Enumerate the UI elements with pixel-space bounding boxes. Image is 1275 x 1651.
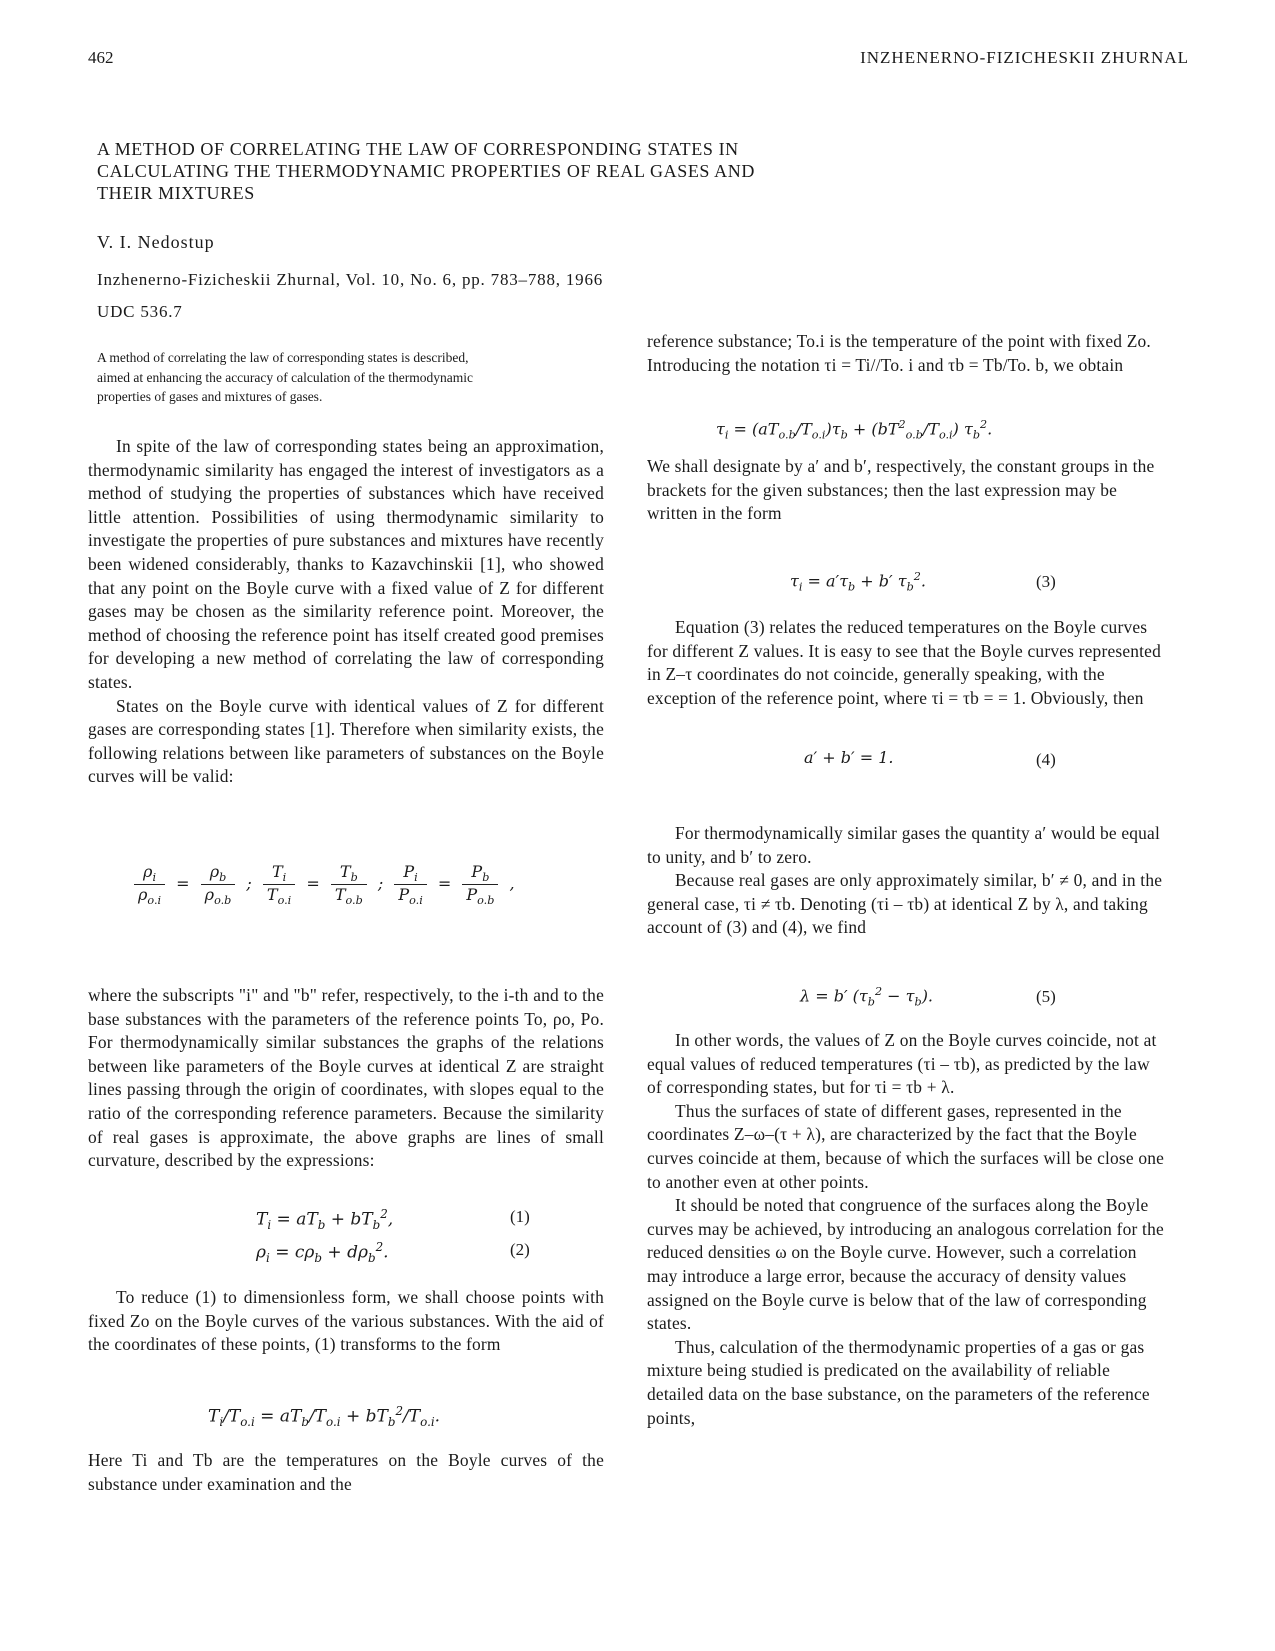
paragraph: To reduce (1) to dimensionless form, we shall choose points with fixed Zo on the Boyle curves of the various substances. With the aid of the coordinates of these points, (1) transforms to the form bbox=[88, 1287, 604, 1355]
equation-4-label: (4) bbox=[1036, 750, 1056, 769]
right-column-1 bbox=[647, 330, 1167, 377]
journal-name: INZHENERNO-FIZICHESKII ZHURNAL bbox=[860, 48, 1189, 67]
paragraph: It should be noted that congruence of the surfaces along the Boyle curves may be achieved, by introducing an analogous correlation for the reduced densities ω on the Boyle curve. However, such a correlation may introduce a large error, because the accuracy of density values assigned on the Boyle curve is below that of the law of corresponding states. bbox=[647, 1195, 1164, 1334]
title-line: CALCULATING THE THERMODYNAMIC PROPERTIES OF REAL GASES AND bbox=[97, 161, 755, 181]
abstract-line: aimed at enhancing the accuracy of calculation of the thermodynamic bbox=[97, 369, 473, 385]
udc-code: UDC 536.7 bbox=[97, 302, 183, 321]
paragraph: Thus the surfaces of state of different gases, represented in the coordinates Z–ω–(τ + λ), are characterized by the fact that the Boyle curves coincide at them, because of which the surfaces will be close one to another even at other points. bbox=[647, 1100, 1165, 1192]
similarity-relations-equation: $\frac{\rho_i}{\rho_{o.i}}$ = $\frac{\rho_b}{\rho_{o.b}}$ ; $\frac{T_i}{T_{o.i}}$ = $\frac{T_b}{T_{o.b}}$ ; $\frac{P_i}{P_{o.i}}$ = $\frac{P_b}{P_{o.b}}$ , bbox=[128, 862, 548, 907]
paragraph: Because real gases are only approximately similar, b′ ≠ 0, and in the general case, τi ≠ τb. Denoting (τi – τb) at identical Z by λ, and taking account of (3) and (4), we find bbox=[647, 870, 1163, 938]
equation-1: $T_i = aT_b + bT_b^2$, bbox=[256, 1207, 394, 1233]
author: V. I. Nedostup bbox=[97, 232, 215, 252]
equation-5: λ = b′ $(\tau_b^2 - \tau_b)$. bbox=[800, 985, 934, 1009]
left-column-end bbox=[88, 1449, 604, 1496]
right-column-5 bbox=[647, 1029, 1167, 1430]
title-line: THEIR MIXTURES bbox=[97, 183, 255, 203]
equation-1-label: (1) bbox=[510, 1207, 530, 1226]
left-column-bottom bbox=[88, 1286, 604, 1357]
paragraph: Here Ti and Tb are the temperatures on the Boyle curves of the substance under examination and the bbox=[88, 1450, 604, 1494]
equation-3: $\tau_i = a'\tau_b + b'$ $\tau_b^2$. bbox=[790, 570, 926, 594]
title-line: A METHOD OF CORRELATING THE LAW OF CORRESPONDING STATES IN bbox=[97, 139, 739, 159]
right-column-4 bbox=[647, 822, 1167, 940]
citation: Inzhenerno-Fizicheskii Zhurnal, Vol. 10, No. 6, pp. 783–788, 1966 bbox=[97, 270, 604, 289]
equation-tau: $\tau_i = (aT_{o.b}/T_{o.i})\tau_b + (bT^2_{o.b}/T_{o.i})$ $\tau_b^2$. bbox=[716, 418, 993, 442]
paragraph: Equation (3) relates the reduced temperatures on the Boyle curves for different Z values. It is easy to see that the Boyle curves represented in Z–τ coordinates do not coincide, generally speaking, with the exception of the reference point, where τi = τb = = 1. Obviously, then bbox=[647, 617, 1161, 708]
abstract-line: properties of gases and mixtures of gases. bbox=[97, 389, 323, 404]
right-column-3 bbox=[647, 616, 1167, 710]
paragraph: We shall designate by a′ and b′, respectively, the constant groups in the brackets for the given substances; then the last expression may be written in the form bbox=[647, 456, 1155, 524]
paragraph: States on the Boyle curve with identical values of Z for different gases are corresponding states [1]. Therefore when similarity exists, the following relations between like parameters of substances on the Boyle curves will be valid: bbox=[88, 695, 604, 787]
abstract bbox=[97, 348, 609, 407]
equation-4: a′ + b′ = 1. bbox=[804, 748, 894, 767]
equation-5-label: (5) bbox=[1036, 987, 1056, 1006]
article-title bbox=[97, 138, 857, 204]
equation-2-label: (2) bbox=[510, 1240, 530, 1259]
equation-dimensionless: $T_i/T_{o.i} = aT_b/T_{o.i} + bT_b^2/T_{o.i}$. bbox=[208, 1404, 441, 1430]
equation-3-label: (3) bbox=[1036, 572, 1056, 591]
paragraph: For thermodynamically similar gases the quantity a′ would be equal to unity, and b′ to zero. bbox=[647, 823, 1160, 867]
left-column-top bbox=[88, 435, 604, 789]
equation-2: $\rho_i = c\rho_b + d\rho_b^2$. bbox=[256, 1240, 389, 1266]
paragraph: reference substance; To.i is the temperature of the point with fixed Zo. Introducing the notation τi = Ti//To. i and τb = Tb/To. b, we obtain bbox=[647, 331, 1151, 375]
paragraph: In spite of the law of corresponding states being an approximation, thermodynamic similarity has engaged the interest of investigators as a method of studying the properties of substances which have received little attention. Possibilities of using thermodynamic similarity to investigate the properties of pure substances and mixtures have recently been widened considerably, thanks to Kazavchinskii [1], who showed that any point on the Boyle curve with a fixed value of Z for different gases may be chosen as the similarity reference point. Moreover, the method of choosing the reference point has itself created good premises for developing a new method of correlating the law of corresponding states. bbox=[88, 436, 604, 692]
paragraph: where the subscripts "i" and "b" refer, respectively, to the i-th and to the base substances with the parameters of the reference points To, ρo, Po. For thermodynamically similar substances the graphs of the relations between like parameters of the Boyle curves at identical Z are straight lines passing through the origin of coordinates, with slopes equal to the ratio of the corresponding reference parameters. Because the similarity of real gases is approximate, the above graphs are lines of small curvature, described by the expressions: bbox=[88, 985, 604, 1171]
paragraph: In other words, the values of Z on the Boyle curves coincide, not at equal values of reduced temperatures (τi – τb), as predicted by the law of corresponding states, but for τi = τb + λ. bbox=[647, 1030, 1157, 1098]
left-column-middle bbox=[88, 984, 604, 1173]
abstract-line: A method of correlating the law of corresponding states is described, bbox=[97, 350, 469, 365]
page-number: 462 bbox=[88, 48, 114, 67]
paragraph: Thus, calculation of the thermodynamic properties of a gas or gas mixture being studied is predicated on the availability of reliable detailed data on the base substance, on the parameters of the reference points, bbox=[647, 1336, 1150, 1428]
right-column-2 bbox=[647, 455, 1167, 526]
